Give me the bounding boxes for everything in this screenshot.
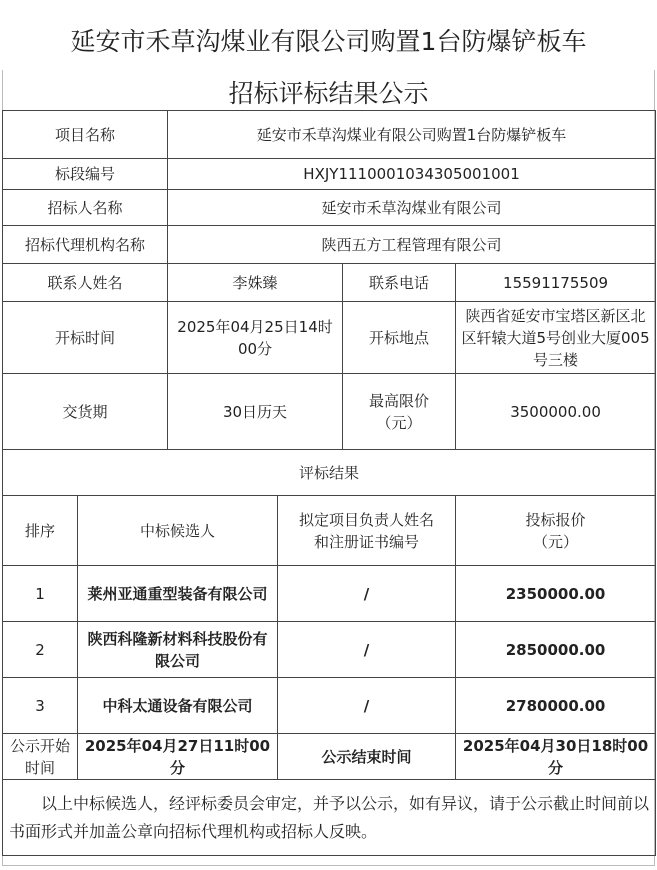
page-title: 延安市禾草沟煤业有限公司购置1台防爆铲板车 [70,27,587,56]
manager-cell: / [278,622,456,678]
phone-label: 联系电话 [343,264,456,302]
price-cell: 2780000.00 [456,678,656,734]
max-price-label: 最高限价（元） [343,374,456,450]
tenderer-value: 延安市禾草沟煤业有限公司 [168,190,656,226]
table-row [3,496,656,566]
table-row [3,566,656,622]
publicity-start-value: 2025年04月27日11时00分 [78,734,278,780]
project-name-label: 项目名称 [3,111,168,159]
publicity-end-label: 公示结束时间 [278,734,456,780]
result-table [2,110,656,856]
table-row [3,264,656,302]
price-cell: 2350000.00 [456,566,656,622]
table-row [3,111,656,159]
candidate-cell: 中科太通设备有限公司 [78,678,278,734]
table-row [3,450,656,496]
publicity-start-label: 公示开始时间 [3,734,78,780]
contact-label: 联系人姓名 [3,264,168,302]
max-price-value: 3500000.00 [456,374,656,450]
open-place-label: 开标地点 [343,302,456,374]
table-row [3,678,656,734]
page-subtitle: 招标评标结果公示 [228,79,429,108]
project-name-value: 延安市禾草沟煤业有限公司购置1台防爆铲板车 [168,111,656,159]
delivery-value: 30日历天 [168,374,343,450]
rank-cell: 2 [3,622,78,678]
table-row [3,159,656,190]
open-time-value: 2025年04月25日14时00分 [168,302,343,374]
section-number-label: 标段编号 [3,159,168,190]
contact-value: 李姝臻 [168,264,343,302]
delivery-label: 交货期 [3,374,168,450]
table-row [3,302,656,374]
tenderer-label: 招标人名称 [3,190,168,226]
notice-text: 以上中标候选人，经评标委员会审定，并予以公示，如有异议，请于公示截止时间前以书面形式并加盖公章向招标代理机构或招标人反映。 [3,780,656,856]
table-row [3,190,656,226]
header-price: 投标报价（元） [456,496,656,566]
open-time-label: 开标时间 [3,302,168,374]
header-rank: 排序 [3,496,78,566]
table-row [3,780,656,856]
table-row [3,226,656,264]
header-candidate: 中标候选人 [78,496,278,566]
manager-cell: / [278,566,456,622]
agency-label: 招标代理机构名称 [3,226,168,264]
phone-value: 15591175509 [456,264,656,302]
table-row [3,374,656,450]
rank-cell: 1 [3,566,78,622]
price-cell: 2850000.00 [456,622,656,678]
rank-cell: 3 [3,678,78,734]
candidate-cell: 莱州亚通重型装备有限公司 [78,566,278,622]
open-place-value: 陕西省延安市宝塔区新区北区轩辕大道5号创业大厦005号三楼 [456,302,656,374]
agency-value: 陕西五方工程管理有限公司 [168,226,656,264]
table-row [3,734,656,780]
candidate-cell: 陕西科隆新材料科技股份有限公司 [78,622,278,678]
table-row [3,622,656,678]
results-section-title: 评标结果 [3,450,656,496]
section-number-value: HXJY1110001034305001001 [168,159,656,190]
header-manager: 拟定项目负责人姓名和注册证书编号 [278,496,456,566]
manager-cell: / [278,678,456,734]
publicity-end-value: 2025年04月30日18时00分 [456,734,656,780]
